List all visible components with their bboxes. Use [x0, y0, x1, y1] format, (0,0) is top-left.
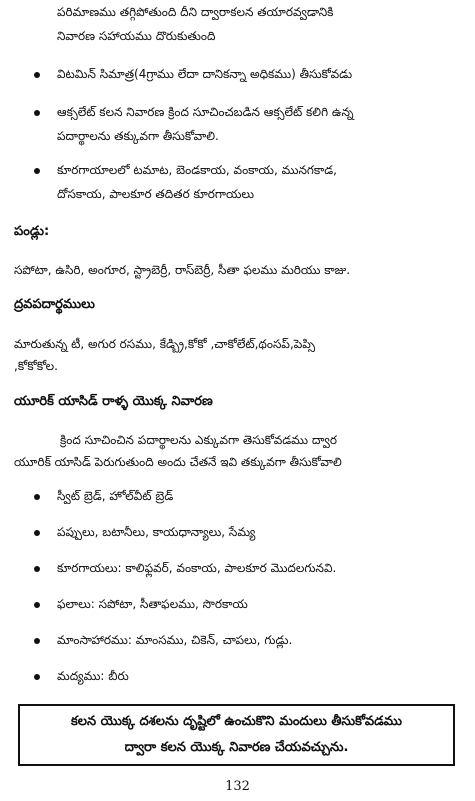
heading-fruits: పండ్లు: [14, 224, 50, 239]
list-item-vegetables-line-2: దోసకాయ, పాలకూర తదితర కూరగాయలు [57, 187, 255, 201]
uric-paragraph-line-2: యూరిక్ యాసిడ్ పెరుగుతుంది అందు చేతనే ఇవి తక్కువగా తీసుకోవాలి [14, 455, 342, 469]
list-item-non-veg: మాంసాహారము: మాంసము, చికెన్, చాపలు, గుడ్లు. [57, 633, 293, 647]
list-item-fruits: ఫలాలు: సపోటా, సీతాఫలము, సొరకాయ [57, 597, 248, 611]
list-item-vitamin-c: విటమిన్ సిమాత్ర(4గ్రాము లేదా దానికన్నా అధికము) తీసుకోవడు [57, 67, 353, 81]
page-number: 132 [225, 779, 250, 794]
continuation-line-2: నివారణ సహాయము దొరుకుతుంది [57, 29, 216, 43]
bullet-dot [34, 168, 40, 174]
list-item-alcohol: మద్యము: బీరు [57, 669, 129, 683]
liquids-paragraph-line-1: మారుతున్న టీ, అగుర రసము, కేడ్బ్రి,కోకో ,చాకోలేట్,థంసప్,పెప్సి [14, 337, 316, 351]
list-item-oxalate-line-1: ఆక్సలేట్ కలన నివారణ క్రింద సూచించబడిన ఆక్సలేట్ కలిగి ఉన్న [57, 105, 354, 119]
heading-liquids: ద్రవపదార్థములు [14, 297, 95, 312]
heading-uric-acid: యూరిక్ యాసిడ్ రాళ్ళ యొక్క నివారణ [14, 394, 213, 409]
bullet-dot [34, 72, 40, 78]
liquids-paragraph-line-2: ,కోకోకోల. [14, 359, 58, 373]
list-item-bread: స్వీట్ బ్రెడ్, హోల్‌వీట్ బ్రెడ్ [57, 489, 174, 503]
list-item-pulses: పప్పులు, బటానీలు, కాయధాన్యాలు, సేమ్య [57, 525, 256, 539]
bullet-dot [34, 602, 40, 608]
bullet-dot [34, 494, 40, 500]
uric-paragraph-line-1: క్రింద సూచించిన పదార్థాలను ఎక్కువగా తెసుకోవడము ద్వార [60, 433, 337, 447]
highlight-box-line-2: ద్వారా కలన యొక్క నివారణ చేయవచ్చును. [124, 740, 349, 755]
bullet-dot [34, 638, 40, 644]
continuation-line-1: పరిమాణము తగ్గిపోతుంది దీని ద్వారాకలన తయారవ్వడానికి [57, 5, 334, 19]
list-item-vegetables-line-1: కూరగాయాలలో టమాట, బెండకాయ, వంకాయ, మునగకాడ, [57, 163, 337, 177]
bullet-dot [34, 674, 40, 680]
bullet-dot [34, 530, 40, 536]
bullet-dot [34, 110, 40, 116]
highlight-box [18, 704, 455, 766]
bullet-dot [34, 566, 40, 572]
fruits-paragraph: సపోటా, ఉసిరి, అంగూర, స్ట్రాబెర్రీ, రాస్‌బెర్రీ, సీతా ఫలము మరియు కాజు. [14, 263, 351, 277]
list-item-vegetables: కూరగాయలు: కాలిఫ్లవర్, వంకాయ, పాలకూర మొదలగునవి. [57, 561, 337, 575]
list-item-oxalate-line-2: పదార్థాలను తక్కువగా తీసుకోవాలి. [57, 129, 219, 143]
highlight-box-line-1: కలన యొక్క దశలను దృష్టిలో ఉంచుకొని మందులు తీసుకోవడము [71, 714, 402, 729]
